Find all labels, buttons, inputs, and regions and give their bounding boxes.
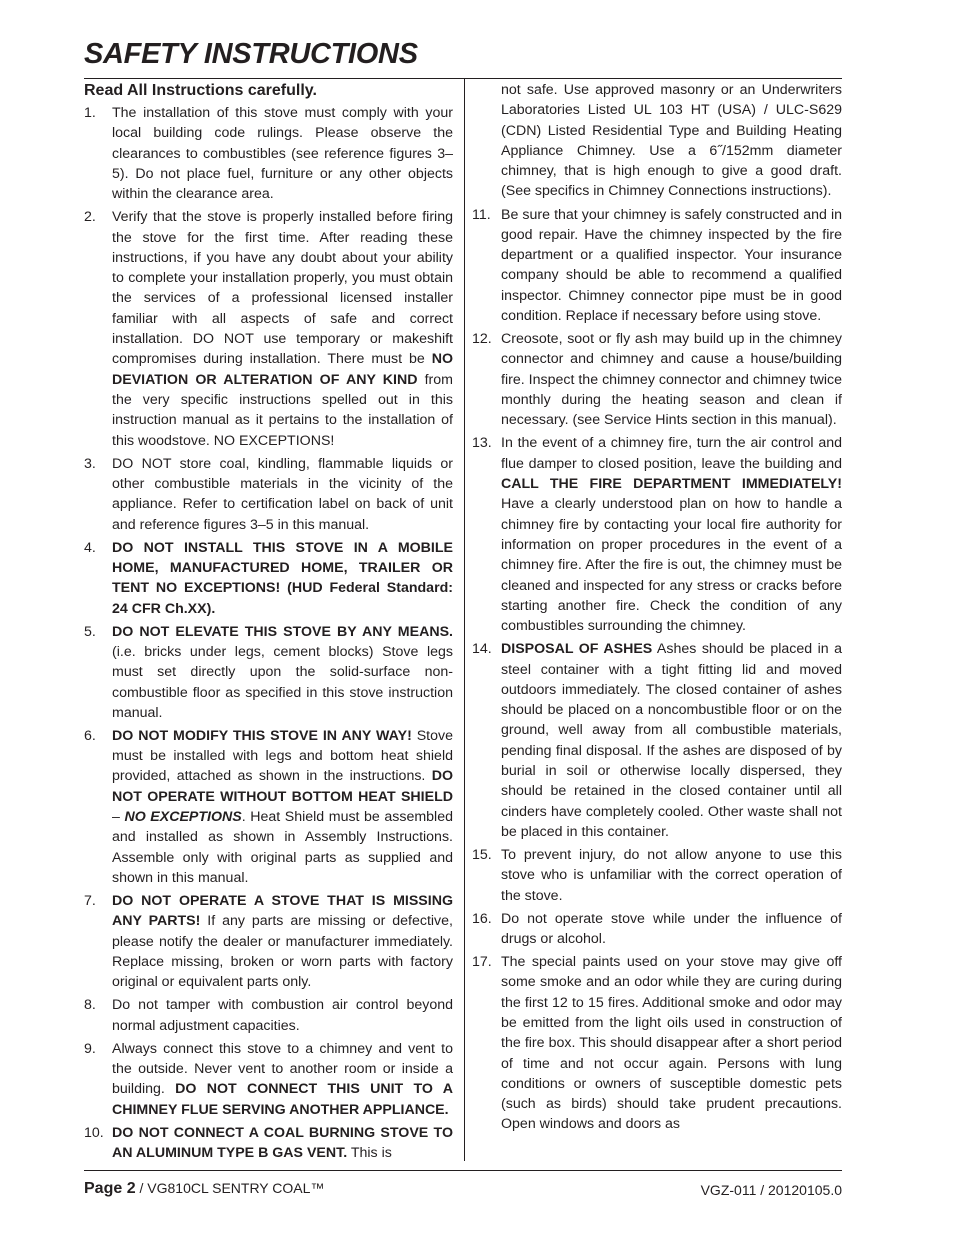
list-item [84, 454, 453, 535]
item-number: 13. [472, 435, 492, 452]
list-item [84, 1123, 453, 1164]
item-text: Always connect this stove to a chimney and vent to the outside. Never vent to another room or inside a building. DO NOT CONNECT THIS UNIT TO A CHIMNEY FLUE SERVING ANOTHER APPLIANCE. [112, 1040, 454, 1118]
document-code: VGZ-011 / 20120105.0 [700, 1182, 842, 1198]
item-number: 7. [84, 893, 96, 910]
item-text: DO NOT store coal, kindling, flammable liquids or other combustible materials in the vicinity of the appliance. Refer to certification label on back of unit and reference figures 3–5 in this manual. [112, 455, 453, 533]
list-item [472, 639, 842, 842]
footer-rule [84, 1170, 842, 1171]
item-text: Creosote, soot or fly ash may build up in the chimney connector and chimney and cause a house/building fire. Inspect the chimney connector and chimney twice monthly during the heating season and clean if necessary. (see Service Hints section in this manual). [501, 331, 842, 429]
item-number: 6. [84, 727, 96, 744]
item-number: 14. [472, 641, 492, 658]
page-title: SAFETY INSTRUCTIONS [84, 38, 418, 70]
instructions-list-right [472, 205, 842, 1135]
left-column [84, 80, 453, 1166]
item-text: DO NOT INSTALL THIS STOVE IN A MOBILE HOME, MANUFACTURED HOME, TRAILER OR TENT NO EXCEPTIONS! (HUD Federal Standard: 24 CFR Ch.XX). [112, 539, 453, 617]
item-number: 10. [84, 1124, 104, 1141]
item-number: 3. [84, 455, 96, 472]
right-column [472, 80, 842, 1138]
item-text: Do not operate stove while under the influence of drugs or alcohol. [501, 910, 842, 947]
list-item [84, 891, 453, 992]
item-text: Be sure that your chimney is safely constructed and in good repair. Have the chimney inspected by the fire department or a qualified inspector. Your insurance company should be able to recommend a qualified inspector. Chimney connector pipe must be in good condition. Replace if necessary before using stove. [501, 206, 842, 325]
list-item [472, 845, 842, 906]
item-text: The installation of this stove must comply with your local building code rulings. Please observe the clearances to combustibles (see reference figures 3–5). Do not place fuel, furniture or any other objects within the clearance area. [112, 105, 453, 203]
item-number: 8. [84, 997, 96, 1014]
item-number: 17. [472, 954, 492, 971]
item-text: Do not tamper with combustion air control beyond normal adjustment capacities. [112, 997, 453, 1034]
page-number: Page 2 [84, 1180, 136, 1197]
list-item [84, 726, 453, 888]
item-text: To prevent injury, do not allow anyone to use this stove who is unfamiliar with the correct operation of the stove. [501, 846, 842, 904]
item-text: DISPOSAL OF ASHES Ashes should be placed in a steel container with a tight fitting lid and moved outdoors immediately. The closed container of ashes should be placed on a noncombustible floor or on the ground, well away from all combustible materials, pending final disposal. If the ashes are disposed of by burial in soil or otherwise locally dispersed, they should be retained in the closed container until all cinders have completely cooled. Other waste shall not be placed in this container. [501, 641, 842, 840]
list-item [84, 1039, 453, 1120]
item-number: 5. [84, 623, 96, 640]
item-text: DO NOT ELEVATE THIS STOVE BY ANY MEANS. (i.e. bricks under legs, cement blocks) Stove legs must set directly upon the solid-surface non-combustible floor as specified in this stove instruction manual. [112, 623, 453, 721]
footer-left [84, 1180, 324, 1198]
column-divider [464, 79, 465, 1161]
item-text: In the event of a chimney fire, turn the air control and flue damper to closed position, leave the building and CALL THE FIRE DEPARTMENT IMMEDIATELY! Have a clearly understood plan on how to handle a chimney fire by contacting your local fire authority for information on proper procedures in the event of a chimney fire. After the fire is out, the chimney must be cleaned and inspected for any stress or cracks before starting another fire. Check the condition of any combustibles surrounding the chimney. [501, 435, 842, 635]
item-text: DO NOT OPERATE A STOVE THAT IS MISSING ANY PARTS! If any parts are missing or defective, please notify the dealer or manufacturer immediately. Replace missing, broken or worn parts with factory original or equivalent parts only. [112, 893, 453, 991]
item-number: 15. [472, 846, 492, 863]
list-item [84, 103, 453, 204]
list-item [472, 909, 842, 950]
list-item [84, 622, 453, 723]
list-item [472, 433, 842, 636]
list-item [472, 329, 842, 430]
item-number: 4. [84, 539, 96, 556]
item-number: 9. [84, 1040, 96, 1057]
list-item [84, 995, 453, 1036]
item-number: 12. [472, 331, 492, 348]
list-item [84, 538, 453, 619]
item-number: 2. [84, 209, 96, 226]
item-text: Verify that the stove is properly installed before firing the stove for the first time. After reading these instructions, if you have any doubt about your ability to complete your installation properly, you must obtain the services of a professional licensed installer familiar with all aspects of safe and correct installation. DO NOT use temporary or makeshift compromises during installation. There must be NO DEVIATION OR ALTERATION OF ANY KIND from the very specific instructions spelled out in this instruction manual as it pertains to the installation of this woodstove. NO EXCEPTIONS! [112, 209, 453, 449]
header-rule [84, 78, 842, 79]
item-text: The special paints used on your stove may give off some smoke and an odor while they are curing during the first 12 to 15 fires. Additional smoke and odor may be emitted from the light oils used in construction of the fire box. This should disappear after a short period of time and not occur again. Persons with lung conditions or owners of susceptible domestic pets (such as birds) should take prudent precautions. Open windows and doors as [501, 954, 842, 1133]
section-heading: Read All Instructions carefully. [84, 82, 317, 99]
item-number: 16. [472, 910, 492, 927]
item-10-continuation: not safe. Use approved masonry or an Underwriters Laboratories Listed UL 103 HT (USA) / ULC-S629 (CDN) Listed Residential Type and Building Heating Appliance Chimney. Use a 6˝/152mm diameter chimney, that is high enough to give a good draft. (See specifics in Chimney Connections instructions). [501, 82, 842, 200]
list-item [84, 207, 453, 451]
document-title: / VG810CL SENTRY COAL™ [135, 1180, 325, 1196]
instructions-list-left [84, 103, 453, 1163]
list-item [472, 205, 842, 327]
item-number: 11. [472, 206, 491, 223]
item-number: 1. [84, 105, 96, 121]
list-item [472, 952, 842, 1135]
item-text: DO NOT CONNECT A COAL BURNING STOVE TO AN ALUMINUM TYPE B GAS VENT. This is [112, 1124, 453, 1162]
item-text: DO NOT MODIFY THIS STOVE IN ANY WAY! Stove must be installed with legs and bottom heat shield provided, attached as shown in the instructions. DO NOT OPERATE WITHOUT BOTTOM HEAT SHIELD – NO EXCEPTIONS. Heat Shield must be assembled and installed as shown in Assembly Instructions. Assemble only with original parts as supplied and shown in this manual. [112, 727, 453, 886]
